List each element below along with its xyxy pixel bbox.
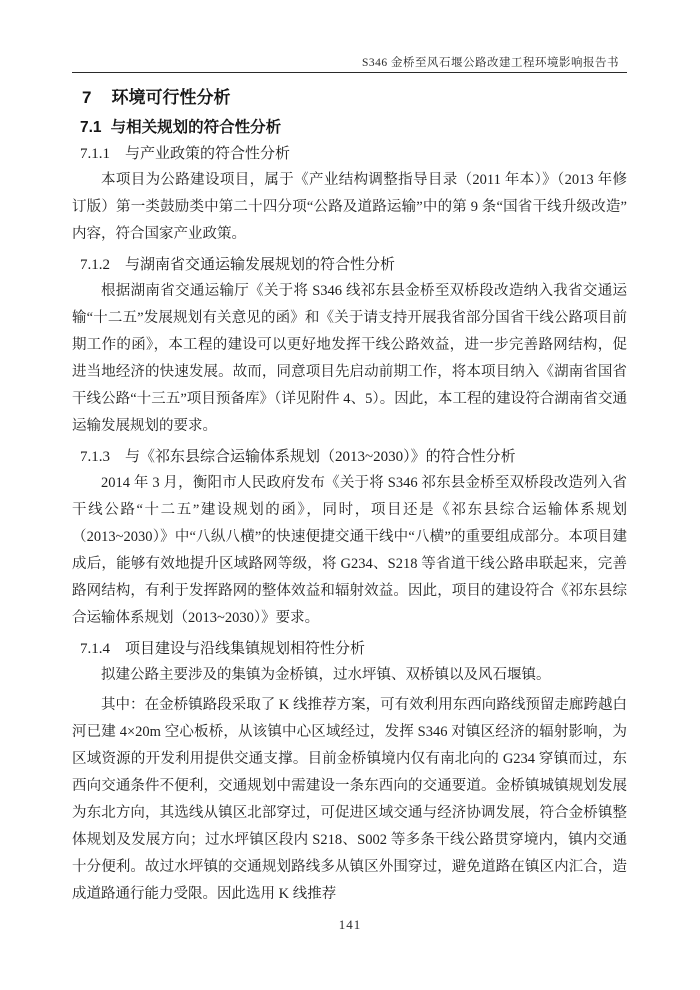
heading-section-7-1 [72, 118, 627, 137]
paragraph-7-1-1: 本项目为公路建设项目，属于《产业结构调整指导目录（2011 年本）》（2013 年修订版）第一类鼓励类中第二十四分项“公路及道路运输”中的第 9 条“国省干线升级改造”内容，符合国家产业政策。 [72, 172, 627, 242]
heading-section-number: 7.1 [80, 119, 102, 136]
header-rule [72, 72, 627, 73]
heading-sub-title: 与《祁东县综合运输体系规划（2013~2030）》的符合性分析 [125, 449, 516, 465]
heading-sub-title: 项目建设与沿线集镇规划相符性分析 [125, 641, 366, 657]
page-number: 141 [338, 917, 362, 932]
heading-sub-7-1-1 [72, 145, 627, 164]
heading-chapter-title: 环境可行性分析 [111, 88, 231, 107]
heading-sub-number: 7.1.2 [80, 257, 110, 273]
heading-sub-number: 7.1.3 [80, 449, 110, 465]
paragraph-7-1-4-towns: 拟建公路主要涉及的集镇为金桥镇，过水坪镇、双桥镇以及风石堰镇。 [101, 667, 551, 683]
heading-sub-7-1-3 [72, 448, 627, 467]
heading-sub-title: 与湖南省交通运输发展规划的符合性分析 [125, 257, 396, 273]
heading-sub-number: 7.1.4 [80, 641, 110, 657]
paragraph-7-1-2: 根据湖南省交通运输厅《关于将 S346 线祁东县金桥至双桥段改造纳入我省交通运输“十二五”发展规划有关意见的函》和《关于请支持开展我省部分国省干线公路项目前期工作的函》，本工程的建设可以更好地发挥干线公路效益，进一步完善路网结构，促进当地经济的快速发展。故而，同意项目先启动前期工作，将本项目纳入《湖南省国省干线公路“十三五”项目预备库》（详见附件 4、5）。因此，本工程的建设符合湖南省交通运输发展规划的要求。 [72, 283, 627, 434]
paragraph-7-1-4-detail: 其中：在金桥镇路段采取了 K 线推荐方案，可有效利用东西向路线预留走廊跨越白河已建 4×20m 空心板桥，从该镇中心区域经过，发挥 S346 对镇区经济的辐射影响，为区域资源的开发利用提供交通支撑。目前金桥镇境内仅有南北向的 G234 穿镇而过，东西向交通条件不便利，交通规划中需建设一条东西向的交通要道。金桥镇城镇规划发展为东北方向，其选线从镇区北部穿过，可促进区域交通与经济协调发展，符合金桥镇整体规划及发展方向；过水坪镇区段内 S218、S002 等多条干线公路贯穿境内，镇内交通十分便利。故过水坪镇的交通规划路线多从镇区外围穿过，避免道路在镇区内汇合，造成道路通行能力受限。因此选用 K 线推荐 [72, 697, 627, 902]
heading-chapter-number: 7 [82, 88, 92, 107]
heading-sub-title: 与产业政策的符合性分析 [125, 146, 291, 162]
heading-chapter [72, 88, 627, 108]
page-footer [0, 916, 700, 934]
heading-sub-number: 7.1.1 [80, 146, 110, 162]
heading-section-title: 与相关规划的符合性分析 [110, 119, 282, 136]
page-header [0, 0, 700, 73]
document-body [0, 88, 700, 908]
running-header-title: S346 金桥至风石堰公路改建工程环境影响报告书 [361, 57, 619, 69]
paragraph-7-1-3: 2014 年 3 月，衡阳市人民政府发布《关于将 S346 祁东县金桥至双桥段改造列入省干线公路“十二五”建设规划的函》，同时，项目还是《祁东县综合运输体系规划（2013~2030）》中“八纵八横”的快速便捷交通干线中“八横”的重要组成部分。本项目建成后，能够有效地提升区域路网等级，将 G234、S218 等省道干线公路串联起来，完善路网结构，有利于发挥路网的整体效益和辐射效益。因此，项目的建设符合《祁东县综合运输体系规划（2013~2030）》要求。 [72, 475, 627, 626]
heading-sub-7-1-4 [72, 640, 627, 659]
heading-sub-7-1-2 [72, 256, 627, 275]
